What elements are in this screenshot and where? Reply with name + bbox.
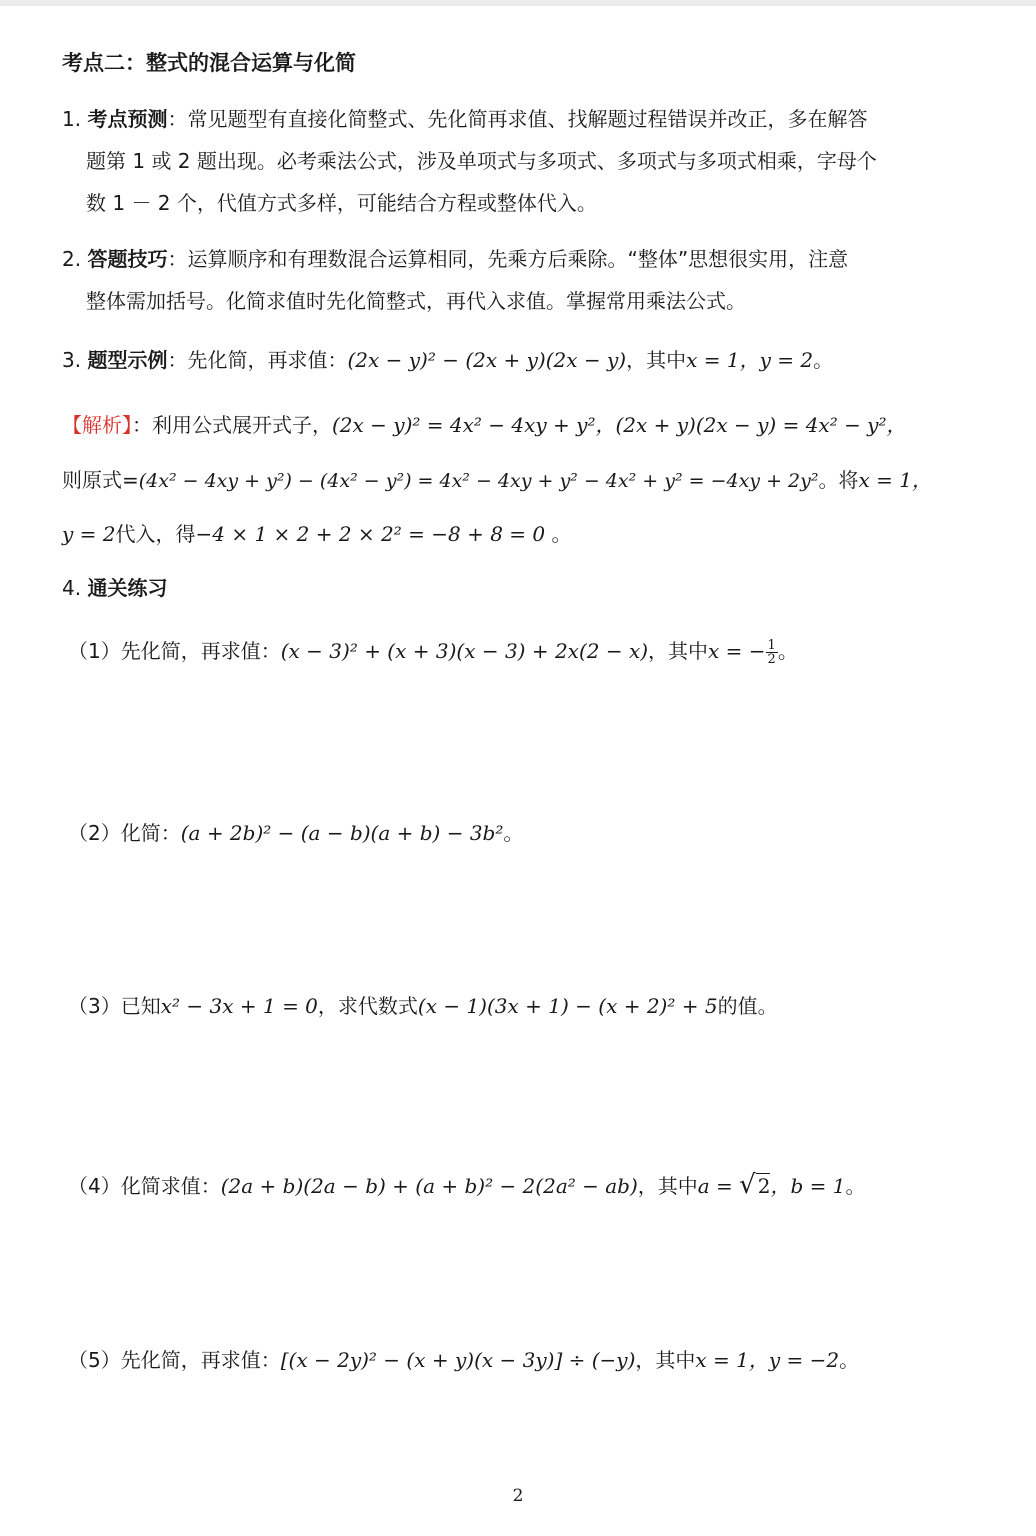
analysis-line-2 [62,465,932,496]
analysis-text-1: ：利用公式展开式子， [132,413,332,437]
exercise-5-expression: [(x − 2y)² − (x + y)(x − 3y)] ÷ (−y) [280,1348,636,1372]
exercise-4-end: 。 [845,1174,866,1198]
para-3-number: 3. [62,348,82,372]
para-3-line [62,345,833,375]
para-1-line-2: 题第 1 或 2 题出现。必考乘法公式，涉及单项式与多项式、多项式与多项式相乘，字母个 [86,149,877,173]
para-2-number: 2. [62,247,82,271]
exercise-1-label: （1）先化简，再求值： [68,639,281,663]
exercise-4-label: （4）化简求值： [68,1174,221,1198]
para-1-line-1 [62,104,867,134]
exercise-2-label: （2）化简： [68,821,181,845]
analysis-tag: 【解析】 [62,413,132,437]
exercise-4-condition-a: a = [697,1174,740,1198]
exercise-4-cond-prefix: ，其中 [637,1174,698,1198]
exercise-5-condition: x = 1，y = −2 [695,1348,840,1372]
para-2-line-1 [62,244,848,274]
exercise-1-expression: (x − 3)² + (x + 3)(x − 3) + 2x(2 − x) [280,639,649,663]
para-1-heading: 考点预测 [87,107,168,131]
para-3-end: 。 [813,348,834,372]
exercise-3-label: （3）已知 [68,994,161,1018]
exercise-3 [68,991,778,1021]
exercise-1-cond-prefix: ，其中 [648,639,709,663]
exercise-1-end: 。 [777,639,798,663]
exercise-4-sqrt-value: 2 [757,1174,771,1198]
analysis-expression-3: −4 × 1 × 2 + 2 × 2² = −8 + 8 = 0 [195,522,546,546]
sqrt-icon: √ [739,1170,756,1200]
exercise-5-cond-prefix: ，其中 [635,1348,696,1372]
para-1-number: 1. [62,107,82,131]
para-3-text: ：先化简，再求值： [167,348,348,372]
para-4-line [62,573,167,603]
exercise-3-equation: x² − 3x + 1 = 0 [160,994,318,1018]
exercise-4-expression: (2a + b)(2a − b) + (a + b)² − 2(2a² − ab) [220,1174,638,1198]
analysis-text-3: 代入，得 [115,522,196,546]
para-2-text-1: ：运算顺序和有理数混合运算相同，先乘方后乘除。“整体”思想很实用，注意 [167,247,849,271]
exercise-3-end: 的值。 [717,994,778,1018]
exercise-4-condition-b: ，b = 1 [770,1174,846,1198]
page-number: 2 [512,1486,524,1506]
exercise-2-expression: (a + 2b)² − (a − b)(a + b) − 3b² [180,821,504,845]
para-3-heading: 题型示例 [87,348,168,372]
para-4-number: 4. [62,576,82,600]
section-title: 考点二：整式的混合运算与化简 [62,51,356,75]
exercise-1-fraction [766,639,778,666]
exercise-3-expression: (x − 1)(3x + 1) − (x + 2)² + 5 [417,994,718,1018]
analysis-expression-1: (2x − y)² = 4x² − 4xy + y²，(2x + y)(2x − y) = 4x² − y²， [332,413,907,437]
para-3-cond-prefix: ，其中 [626,348,687,372]
analysis-end-2: 。将 [818,468,859,492]
fraction-numerator: 1 [767,638,776,653]
para-2-line-2: 整体需加括号。化简求值时先化简整式，再代入求值。掌握常用乘法公式。 [86,289,746,313]
exercise-5 [68,1345,859,1375]
para-1-text-1: ：常见题型有直接化简整式、先化简再求值、找解题过程错误并改正，多在解答 [167,107,868,131]
para-1-line-3: 数 1 － 2 个，代值方式多样，可能结合方程或整体代入。 [86,191,597,215]
exercise-5-label: （5）先化简，再求值： [68,1348,281,1372]
analysis-condition-3: y = 2 [62,522,116,546]
analysis-expression-2: (4x² − 4xy + y²) − (4x² − y²) = 4x² − 4xy + y² − 4x² + y² = −4xy + 2y² [138,470,819,492]
exercise-2-end: 。 [503,821,524,845]
para-4-heading: 通关练习 [87,576,168,600]
exercise-3-mid: ，求代数式 [317,994,418,1018]
para-3-expression: (2x − y)² − (2x + y)(2x − y) [347,348,627,372]
analysis-line-3 [62,519,572,549]
fraction-denominator: 2 [767,652,776,667]
analysis-line-1 [62,410,907,440]
exercise-4 [68,1170,865,1201]
exercise-1 [68,636,798,666]
analysis-end-3: 。 [545,522,572,546]
para-3-condition: x = 1，y = 2 [686,348,814,372]
analysis-text-2: 则原式= [62,468,139,492]
exercise-1-condition: x = − [708,639,766,663]
exercise-2 [68,818,523,848]
exercise-5-end: 。 [839,1348,860,1372]
para-2-heading: 答题技巧 [87,247,168,271]
analysis-condition-2: x = 1， [858,468,932,492]
